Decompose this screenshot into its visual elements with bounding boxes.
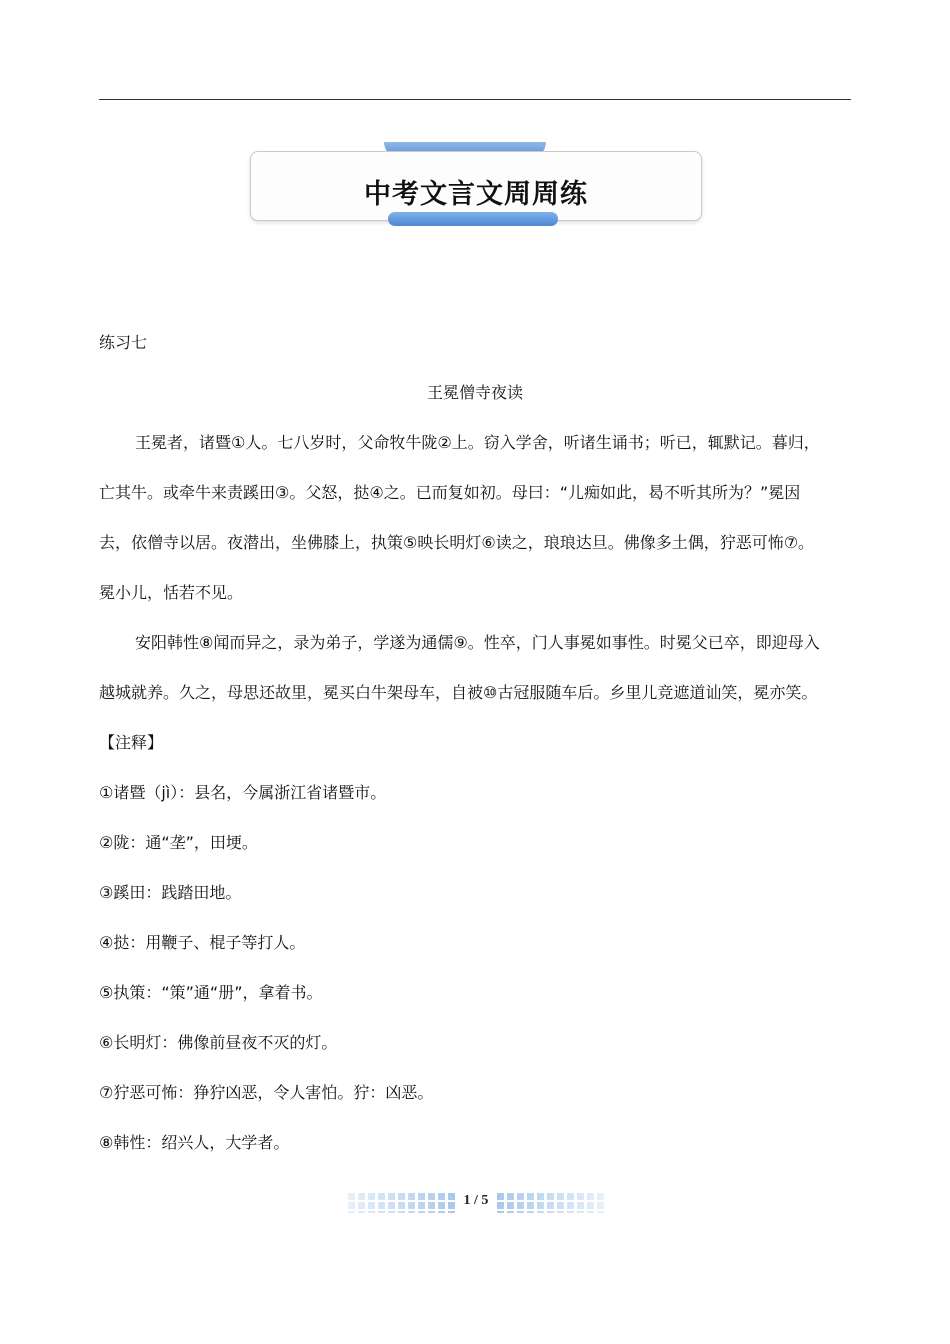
note-item: ②陇：通“垄”，田埂。 xyxy=(99,833,258,852)
notes-heading: 【注释】 xyxy=(99,733,164,752)
page-number: 1 / 5 xyxy=(463,1193,489,1208)
passage-line: 越城就养。久之，母思还故里，冕买白牛架母车，自被⑩古冠服随车后。乡里儿竞遮道讪笑，冕亦笑。 xyxy=(99,683,818,702)
footer-dots-right xyxy=(494,1191,606,1213)
passage-line: 王冕者，诸暨①人。七八岁时，父命牧牛陇②上。窃入学舍，听诸生诵书；听已，辄默记。暮归， xyxy=(135,433,820,452)
note-item: ⑥长明灯：佛像前昼夜不灭的灯。 xyxy=(99,1033,338,1052)
header-rule xyxy=(99,99,851,100)
section-label: 练习七 xyxy=(99,333,148,352)
passage-line: 去，依僧寺以居。夜潜出，坐佛膝上，执策⑤映长明灯⑥读之，琅琅达旦。佛像多土偶，狞恶可怖⑦。 xyxy=(99,533,815,552)
passage-line: 冕小儿，恬若不见。 xyxy=(99,583,244,602)
title-banner xyxy=(248,142,704,228)
passage-line: 亡其牛。或牵牛来责蹊田③。父怒，挞④之。已而复如初。母曰：“儿痴如此，曷不听其所为？”冕因 xyxy=(99,483,801,502)
note-item: ⑧韩性：绍兴人，大学者。 xyxy=(99,1133,290,1152)
footer-dots-left xyxy=(345,1191,457,1213)
page-footer xyxy=(0,1190,950,1216)
banner-bottom-tab xyxy=(388,212,558,226)
note-item: ④挞：用鞭子、棍子等打人。 xyxy=(99,933,306,952)
note-item: ⑦狞恶可怖：狰狞凶恶，令人害怕。狞：凶恶。 xyxy=(99,1083,434,1102)
passage-title: 王冕僧寺夜读 xyxy=(426,383,523,402)
note-item: ③蹊田：践踏田地。 xyxy=(99,883,242,902)
passage-line: 安阳韩性⑧闻而异之，录为弟子，学遂为通儒⑨。性卒，门人事冕如事性。时冕父已卒，即迎母入 xyxy=(135,633,820,652)
note-item: ①诸暨（jì）：县名，今属浙江省诸暨市。 xyxy=(99,783,387,802)
note-item: ⑤执策：“策”通“册”，拿着书。 xyxy=(99,983,323,1002)
document-title: 中考文言文周周练 xyxy=(364,179,588,210)
